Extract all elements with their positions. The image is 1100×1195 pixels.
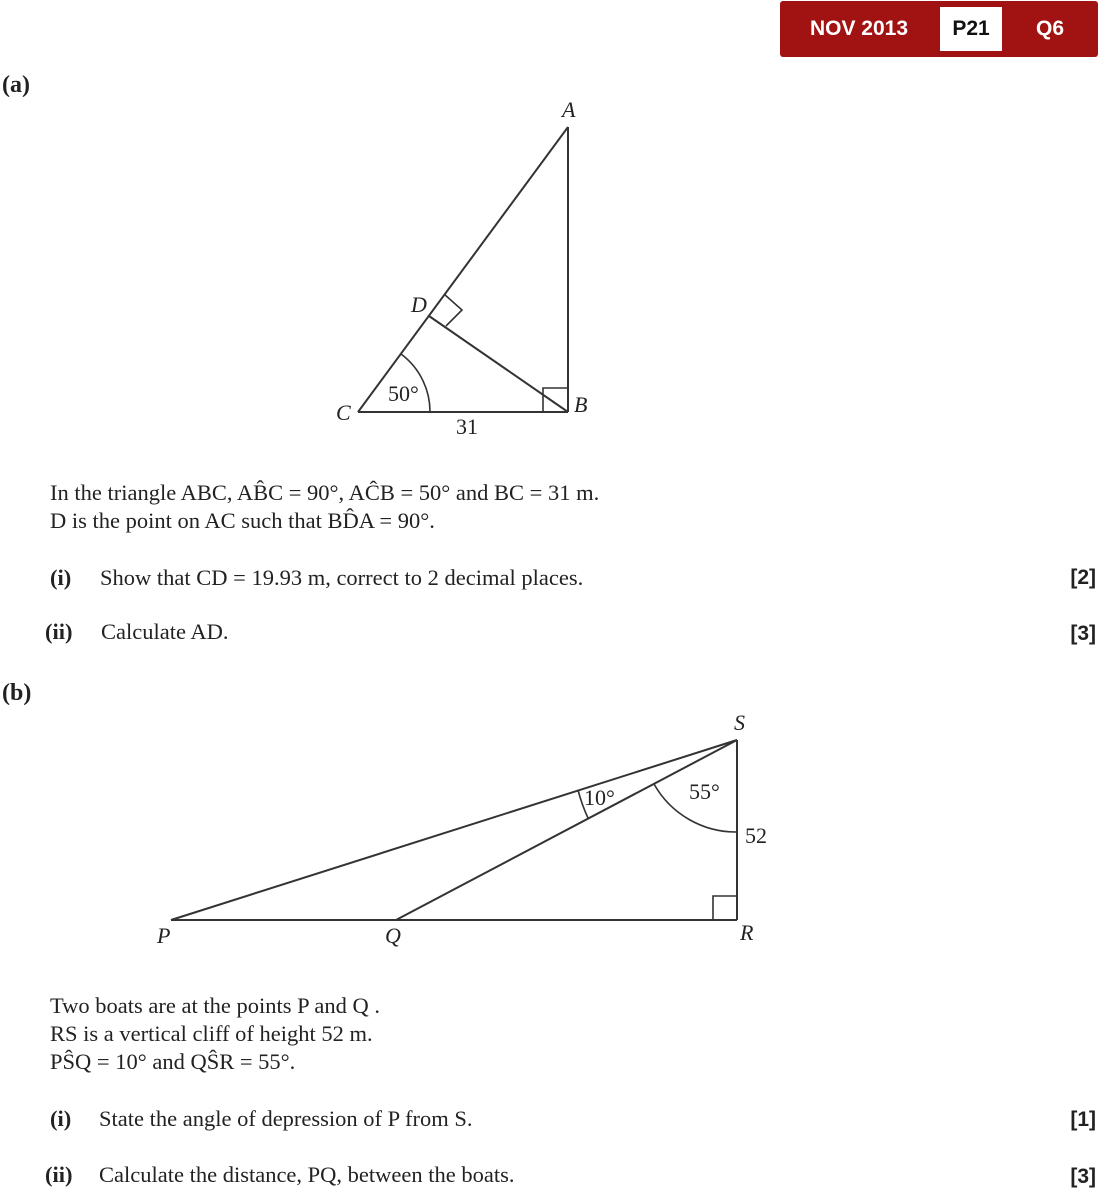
part-a-q2-text: Calculate AD. <box>101 619 229 644</box>
vertex-q-label: Q <box>385 923 401 948</box>
angle-qsr-label: 55° <box>689 779 720 804</box>
vertex-r-label: R <box>740 920 754 945</box>
vertex-p-label: P <box>157 923 171 948</box>
part-a-label: (a) <box>2 72 30 98</box>
right-angle-d <box>444 294 462 326</box>
line-qs <box>396 740 737 920</box>
segment-bd <box>429 316 568 412</box>
paper-number: P21 <box>940 7 1002 51</box>
part-b-q1-marks: [1] <box>1070 1108 1096 1131</box>
part-b-q2-marks: [3] <box>1070 1165 1096 1188</box>
line-ps <box>171 740 737 920</box>
part-b-label: (b) <box>2 680 32 706</box>
vertex-b-label: B <box>574 392 588 417</box>
side-rs-label: 52 <box>745 823 767 848</box>
part-b-statement-3: PŜQ = 10° and QŜR = 55°. <box>50 1049 296 1074</box>
side-ca <box>358 127 568 412</box>
question-number: Q6 <box>1035 17 1064 40</box>
part-a-q1-marks: [2] <box>1070 566 1096 589</box>
triangle-abc-diagram <box>358 127 568 412</box>
vertex-s-label: S <box>734 710 745 735</box>
right-angle-r <box>713 896 737 920</box>
part-b-q1-number: (i) <box>50 1106 72 1131</box>
part-a-statement-2: D is the point on AC such that BD̂A = 90°. <box>50 508 435 533</box>
angle-psq-label: 10° <box>584 785 615 810</box>
angle-c-label: 50° <box>388 381 419 406</box>
vertex-a-label: A <box>562 97 576 122</box>
exam-date: NOV 2013 <box>809 17 909 40</box>
part-b-q2-number: (ii) <box>45 1162 73 1187</box>
part-a-q1-text: Show that CD = 19.93 m, correct to 2 decimal places. <box>100 565 584 590</box>
part-a-q2-marks: [3] <box>1070 622 1096 645</box>
cliff-diagram <box>171 740 737 920</box>
part-b-statement-2: RS is a vertical cliff of height 52 m. <box>50 1021 373 1046</box>
part-a-q2-number: (ii) <box>45 619 73 644</box>
part-b-statement-1: Two boats are at the points P and Q . <box>50 993 381 1018</box>
part-b-q2-text: Calculate the distance, PQ, between the boats. <box>99 1162 515 1187</box>
part-a-statement-1: In the triangle ABC, AB̂C = 90°, AĈB = 50° and BC = 31 m. <box>50 480 600 505</box>
part-b-q1-text: State the angle of depression of P from S. <box>99 1106 473 1131</box>
part-a-q1-number: (i) <box>50 565 72 590</box>
side-cb-label: 31 <box>456 414 478 439</box>
vertex-c-label: C <box>336 400 351 425</box>
vertex-d-label: D <box>411 292 427 317</box>
